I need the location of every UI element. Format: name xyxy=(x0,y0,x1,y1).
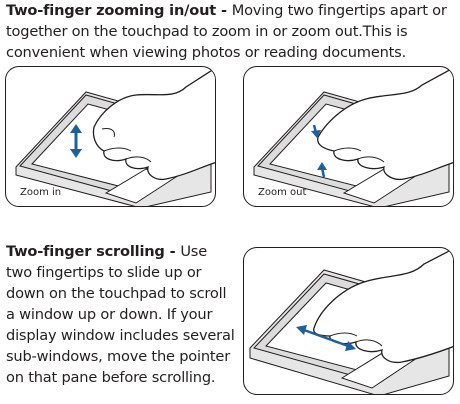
zoom-body: Moving two fingertips apart or together on the touchpad to zoom in or zoom out.This is convenient when viewing photos or reading documents. xyxy=(6,2,447,61)
zoom-out-illustration xyxy=(243,66,454,207)
zoom-in-caption: Zoom in xyxy=(20,187,62,198)
scroll-description xyxy=(6,241,236,388)
zoom-title: Two-finger zooming in/out - xyxy=(6,2,232,19)
zoom-description xyxy=(6,0,456,63)
zoom-in-illustration xyxy=(5,66,216,207)
scroll-title: Two-finger scrolling - xyxy=(6,243,181,260)
zoom-out-caption: Zoom out xyxy=(258,187,307,198)
scrolling-illustration xyxy=(243,247,454,395)
scroll-body: Use two fingertips to slide up or down on the touchpad to scroll a window up or down. If your display window includes several sub-windows, move the pointer on that pane before scrolling. xyxy=(6,243,235,386)
